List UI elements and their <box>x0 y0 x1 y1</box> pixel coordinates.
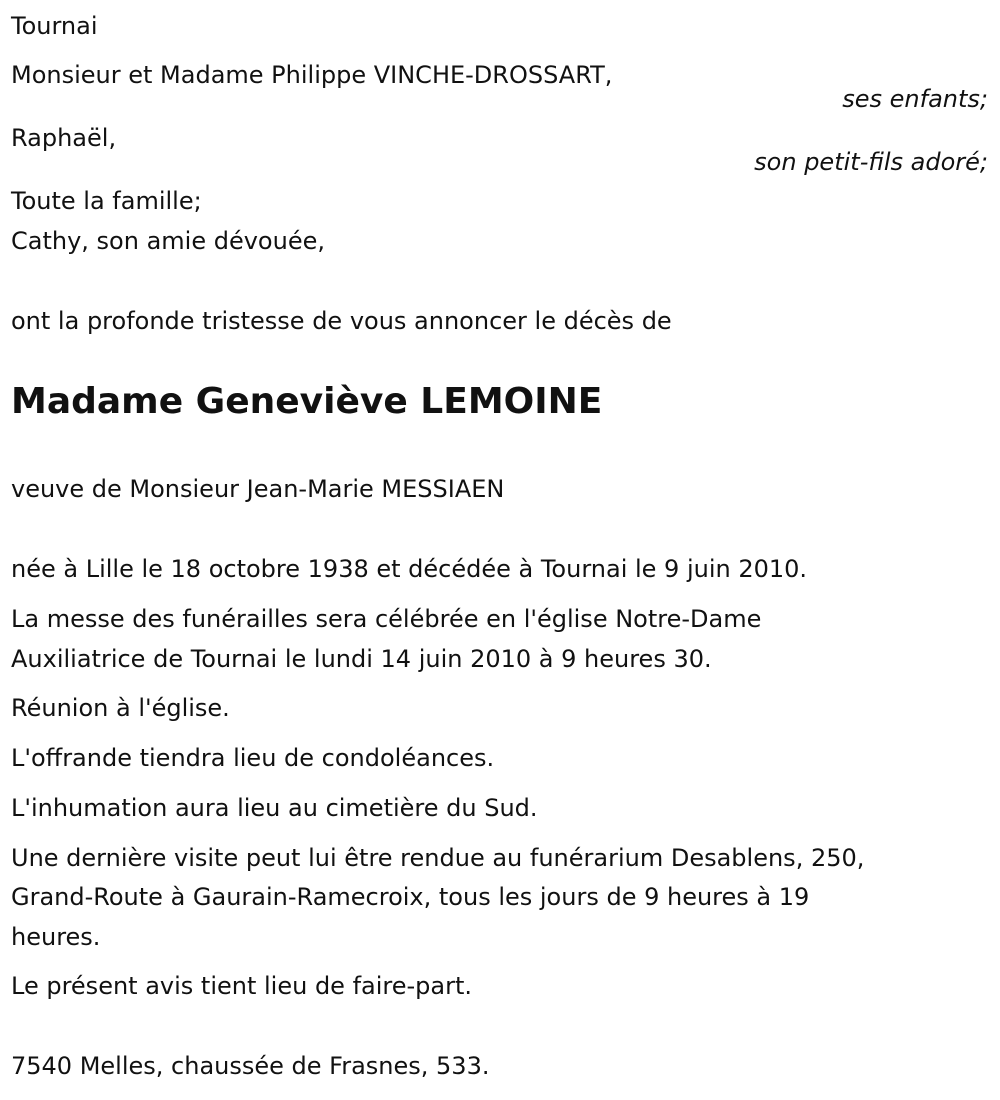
city: Tournai <box>11 12 98 40</box>
address: 7540 Melles, chaussée de Frasnes, 533. <box>11 1052 490 1080</box>
burial: L'inhumation aura lieu au cimetière du Sud. <box>11 794 538 822</box>
mass-line-1: La messe des funérailles sera célébrée en l'église Notre-Dame <box>11 605 762 633</box>
notice-text: Le présent avis tient lieu de faire-part. <box>11 972 473 1000</box>
birth-death: née à Lille le 18 octobre 1938 et décédée à Tournai le 9 juin 2010. <box>11 555 808 583</box>
visit-line-2: Grand-Route à Gaurain-Ramecroix, tous les jours de 9 heures à 19 <box>11 883 810 911</box>
deceased-name: Madame Geneviève LEMOINE <box>11 381 603 422</box>
meeting: Réunion à l'église. <box>11 694 230 722</box>
widow-of: veuve de Monsieur Jean-Marie MESSIAEN <box>11 475 505 503</box>
offering: L'offrande tiendra lieu de condoléances. <box>11 744 495 772</box>
announcement: ont la profonde tristesse de vous annoncer le décès de <box>11 307 672 335</box>
friend: Cathy, son amie dévouée, <box>11 227 325 255</box>
other-family: Toute la famille; <box>11 187 202 215</box>
relation-grandson: son petit-fils adoré; <box>754 148 988 176</box>
family-member-grandson: Raphaël, <box>11 124 117 152</box>
mass-line-2: Auxiliatrice de Tournai le lundi 14 juin 2010 à 9 heures 30. <box>11 645 712 673</box>
relation-children: ses enfants; <box>842 85 988 113</box>
visit-line-3: heures. <box>11 923 101 951</box>
visit-line-1: Une dernière visite peut lui être rendue au funérarium Desablens, 250, <box>11 844 865 872</box>
family-member-children: Monsieur et Madame Philippe VINCHE-DROSSART, <box>11 61 613 89</box>
